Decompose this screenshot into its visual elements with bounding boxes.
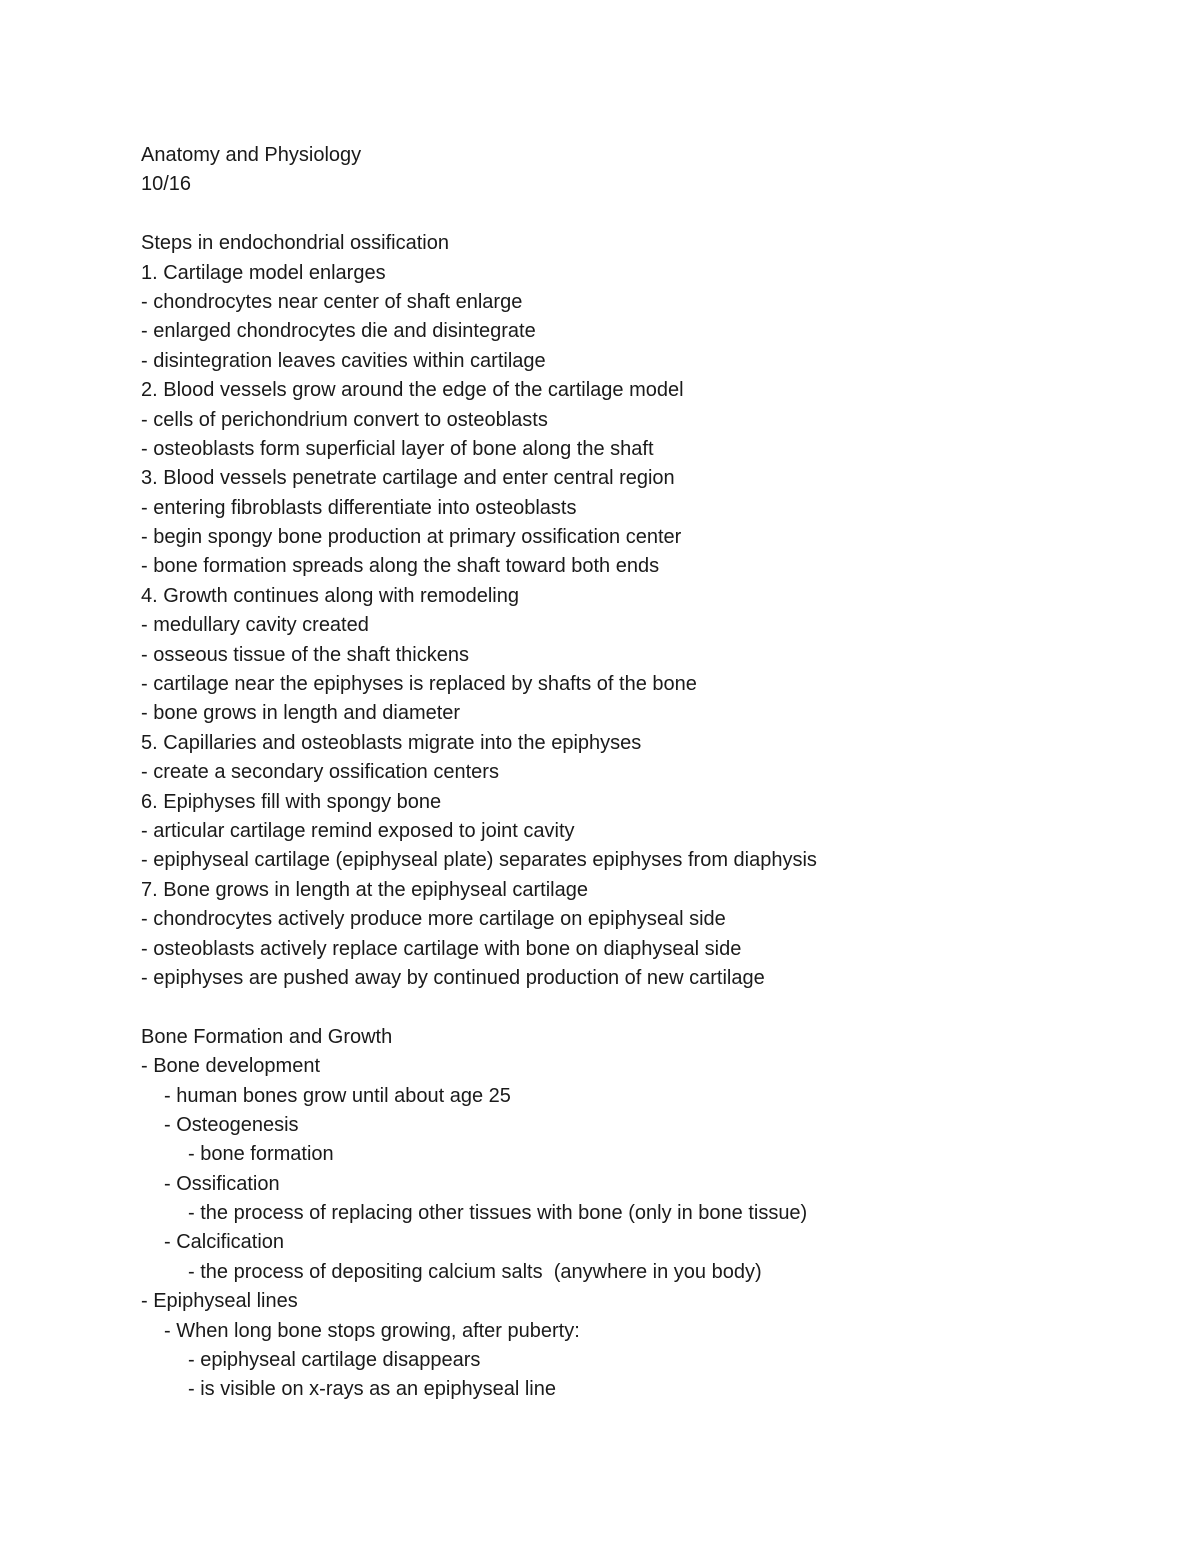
section-heading: Bone Formation and Growth <box>141 1025 393 1048</box>
step-detail: - enlarged chondrocytes die and disintegrate <box>141 320 536 343</box>
step-detail: - epiphyseal cartilage (epiphyseal plate) separates epiphyses from diaphysis <box>141 849 817 872</box>
outline-subitem: - When long bone stops growing, after puberty: <box>164 1319 580 1342</box>
step-detail: - chondrocytes actively produce more cartilage on epiphyseal side <box>141 908 726 931</box>
step-detail: - osseous tissue of the shaft thickens <box>141 643 469 666</box>
outline-subitem: - Ossification <box>164 1172 280 1195</box>
blank-line <box>141 200 1091 229</box>
step-detail: - bone grows in length and diameter <box>141 702 461 725</box>
step-detail: - epiphyses are pushed away by continued production of new cartilage <box>141 966 765 989</box>
step-heading: 2. Blood vessels grow around the edge of the cartilage model <box>141 379 684 402</box>
step-detail: - entering fibroblasts differentiate into osteoblasts <box>141 496 577 519</box>
outline-subsubitem: - the process of replacing other tissues with bone (only in bone tissue) <box>188 1202 808 1225</box>
outline-subsubitem: - epiphyseal cartilage disappears <box>188 1349 481 1372</box>
outline-subsubitem: - is visible on x-rays as an epiphyseal line <box>188 1378 556 1401</box>
step-detail: - disintegration leaves cavities within cartilage <box>141 349 546 372</box>
step-heading: 7. Bone grows in length at the epiphyseal cartilage <box>141 878 588 901</box>
outline-subsubitem: - bone formation <box>188 1143 334 1166</box>
step-heading: 4. Growth continues along with remodeling <box>141 584 519 607</box>
step-detail: - articular cartilage remind exposed to joint cavity <box>141 819 575 842</box>
step-heading: 3. Blood vessels penetrate cartilage and enter central region <box>141 467 675 490</box>
step-heading: 1. Cartilage model enlarges <box>141 261 386 284</box>
step-detail: - medullary cavity created <box>141 614 369 637</box>
section-heading: Steps in endochondrial ossification <box>141 232 449 255</box>
step-detail: - create a secondary ossification centers <box>141 761 499 784</box>
step-detail: - osteoblasts actively replace cartilage with bone on diaphyseal side <box>141 937 742 960</box>
outline-item: - Bone development <box>141 1055 321 1078</box>
step-heading: 6. Epiphyses fill with spongy bone <box>141 790 442 813</box>
step-detail: - chondrocytes near center of shaft enlarge <box>141 290 523 313</box>
outline-subitem: - Osteogenesis <box>164 1113 299 1136</box>
outline-item: - Epiphyseal lines <box>141 1290 298 1313</box>
document-body <box>141 141 1091 1405</box>
step-detail: - cartilage near the epiphyses is replaced by shafts of the bone <box>141 673 697 696</box>
blank-line <box>141 993 1091 1022</box>
step-heading: 5. Capillaries and osteoblasts migrate into the epiphyses <box>141 731 642 754</box>
step-detail: - begin spongy bone production at primary ossification center <box>141 526 682 549</box>
outline-subitem: - Calcification <box>164 1231 285 1254</box>
outline-subitem: - human bones grow until about age 25 <box>164 1084 511 1107</box>
document-title: Anatomy and Physiology <box>141 144 362 166</box>
step-detail: - bone formation spreads along the shaft toward both ends <box>141 555 660 578</box>
step-detail: - osteoblasts form superficial layer of bone along the shaft <box>141 437 654 460</box>
step-detail: - cells of perichondrium convert to osteoblasts <box>141 408 548 431</box>
outline-subsubitem: - the process of depositing calcium salts (anywhere in you body) <box>188 1260 762 1283</box>
document-date: 10/16 <box>141 173 192 196</box>
